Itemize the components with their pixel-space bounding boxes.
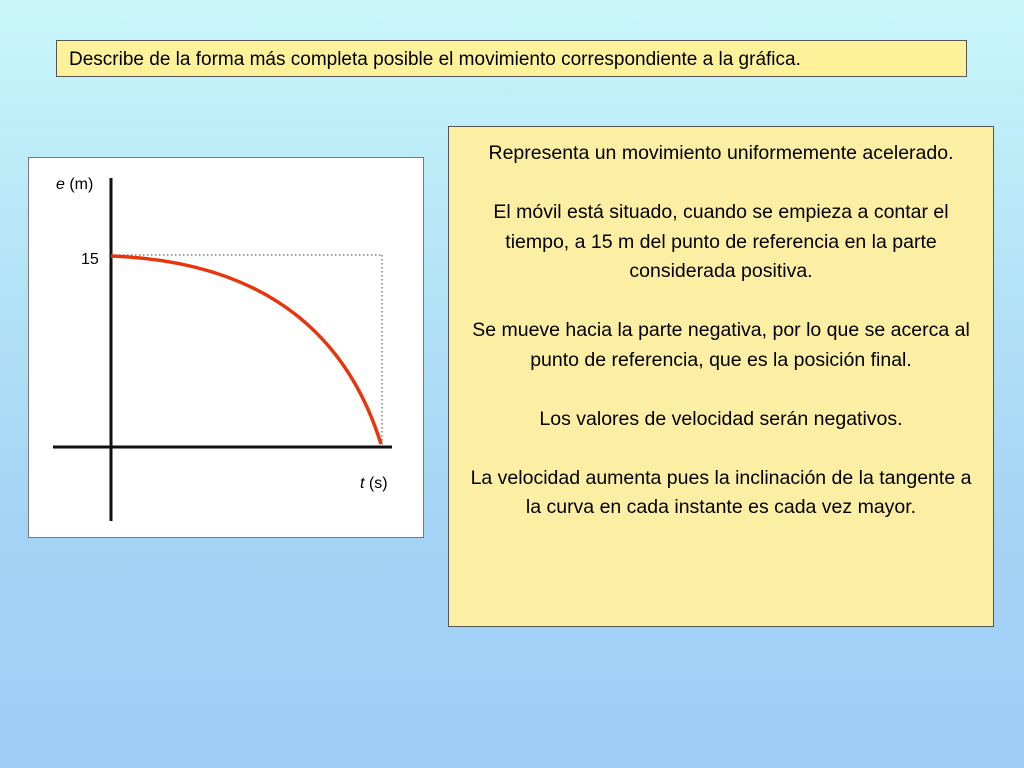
question-text: Describe de la forma más completa posible el movimiento correspondiente a la gráfica. <box>69 49 801 70</box>
answer-paragraph: Representa un movimiento uniformemente acelerado. <box>488 142 954 164</box>
y-tick-label-15: 15 <box>81 251 99 268</box>
y-axis-label: e (m) <box>56 176 94 193</box>
x-axis-label: t (s) <box>360 475 388 492</box>
answer-paragraph: El móvil está situado, cuando se empieza a contar el tiempo, a 15 m del punto de referencia en la parte considerada positiva. <box>493 201 949 282</box>
answer-paragraph: Se mueve hacia la parte negativa, por lo que se acerca al punto de referencia, que es la posición final. <box>472 319 970 371</box>
question-box <box>56 40 967 77</box>
position-time-graph <box>28 157 424 538</box>
graph-canvas <box>29 158 425 539</box>
answer-paragraph: Los valores de velocidad serán negativos. <box>539 407 903 430</box>
answer-box <box>448 126 994 627</box>
position-curve <box>111 256 381 444</box>
answer-paragraph: La velocidad aumenta pues la inclinación de la tangente a la curva en cada instante es cada vez mayor. <box>470 466 972 518</box>
